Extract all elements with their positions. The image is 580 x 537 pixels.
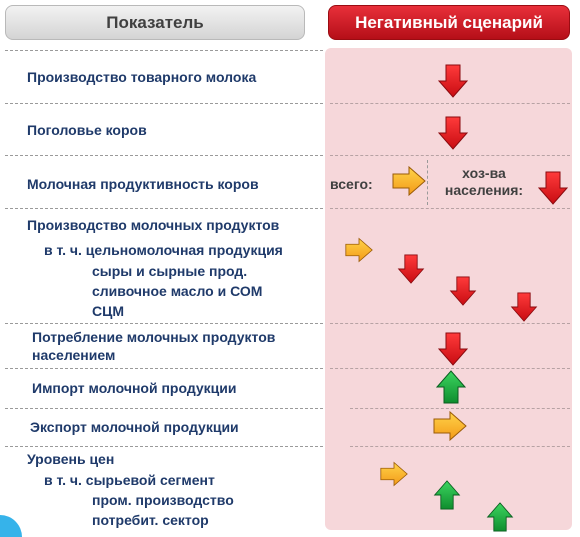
row-separator — [5, 368, 323, 369]
row-separator — [5, 408, 323, 409]
row-separator — [5, 103, 323, 104]
label-raw-segment: в т. ч. сырьевой сегмент — [44, 472, 215, 488]
label-cow-herd: Поголовье коров — [27, 122, 147, 138]
row-separator — [350, 408, 570, 409]
arrow-down-icon — [538, 171, 568, 205]
arrow-down-icon — [449, 276, 477, 306]
arrow-down-icon — [438, 64, 468, 98]
column-divider — [427, 160, 428, 205]
column-header-negative-scenario: Негативный сценарий — [328, 5, 570, 40]
label-whole-milk: в т. ч. цельномолочная продукция — [44, 242, 283, 258]
row-separator — [5, 323, 323, 324]
label-consumption-line2: населением — [32, 347, 116, 363]
label-price-level: Уровень цен — [27, 451, 115, 467]
row-separator — [330, 155, 570, 156]
label-milk-production: Производство товарного молока — [27, 69, 257, 85]
column-header-indicator: Показатель — [5, 5, 305, 40]
arrow-right-icon — [380, 461, 408, 487]
label-dairy-production: Производство молочных продуктов — [27, 217, 280, 233]
row-separator — [5, 446, 323, 447]
label-cheese: сыры и сырные прод. — [92, 263, 248, 279]
arrow-up-icon — [436, 370, 466, 404]
arrow-right-icon — [392, 166, 426, 196]
row-separator — [330, 103, 570, 104]
label-wmp: СЦМ — [92, 303, 124, 319]
row-separator — [5, 155, 323, 156]
arrow-down-icon — [438, 116, 468, 150]
row-separator — [5, 50, 323, 51]
row-separator — [5, 208, 323, 209]
label-industrial: пром. производство — [92, 492, 234, 508]
arrow-down-icon — [510, 292, 538, 322]
label-total: всего: — [330, 176, 373, 192]
row-separator — [350, 446, 570, 447]
arrow-right-icon — [345, 237, 373, 263]
row-separator — [330, 208, 570, 209]
row-separator — [330, 368, 570, 369]
arrow-down-icon — [438, 332, 468, 366]
arrow-up-icon — [433, 480, 461, 510]
label-households: хоз-ва населения: — [444, 165, 524, 198]
label-consumer: потребит. сектор — [92, 512, 209, 528]
label-milk-yield: Молочная продуктивность коров — [27, 176, 259, 192]
decorative-corner — [0, 515, 22, 537]
row-separator — [330, 323, 570, 324]
label-butter-smp: сливочное масло и СОМ — [92, 283, 263, 299]
arrow-up-icon — [486, 502, 514, 532]
label-export: Экспорт молочной продукции — [30, 419, 239, 435]
arrow-right-icon — [433, 411, 467, 441]
arrow-down-icon — [397, 254, 425, 284]
label-import: Импорт молочной продукции — [32, 380, 237, 396]
label-consumption-line1: Потребление молочных продуктов — [32, 329, 276, 345]
